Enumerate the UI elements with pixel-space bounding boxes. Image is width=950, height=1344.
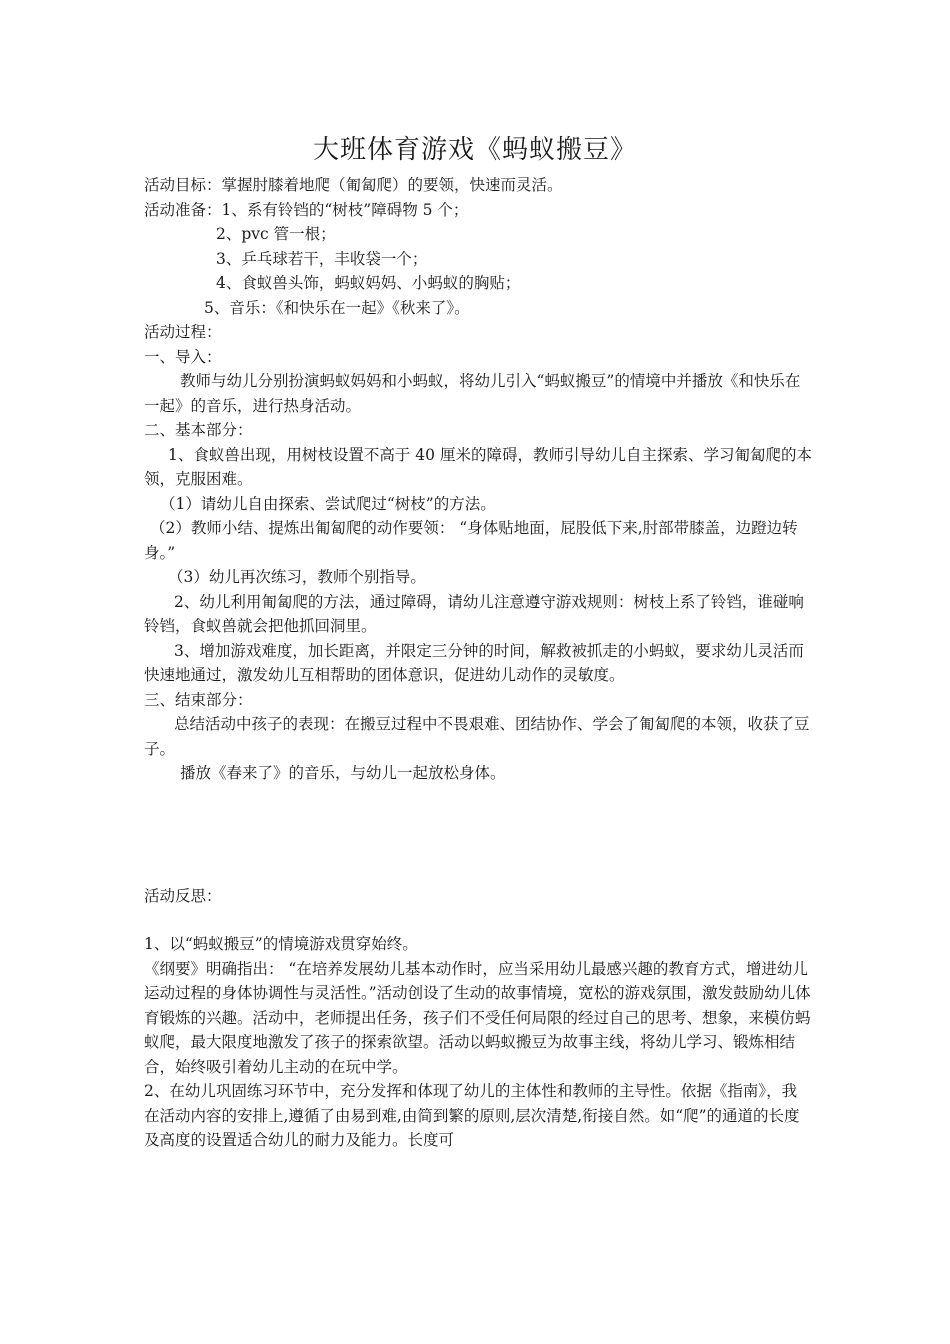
document-title: 大班体育游戏《蚂蚁搬豆》 bbox=[312, 135, 637, 165]
section-2-p1a: （1）请幼儿自由探索、尝试爬过“树枝”的方法。 bbox=[160, 494, 496, 513]
prep-item-2: 2、pvc 管一根； bbox=[216, 225, 336, 243]
prep-item-4: 4、食蚁兽头饰，蚂蚁妈妈、小蚂蚁的胸贴； bbox=[216, 274, 521, 292]
section-2-heading: 二、基本部分： bbox=[144, 421, 253, 439]
reflection-item-1-text: 《纲要》明确指出： “在培养发展幼儿基本动作时，应当采用幼儿最感兴趣的教育方式，增进幼儿运动过程的身体协调性与灵活性。”活动创设了生动的故事情境，宽松的游戏氛围，激发鼓励幼儿体育锻炼的兴趣。活动中，老师提出任务，孩子们不受任何局限的经过自己的思考、想象，来模仿蚂蚁爬，最大限度地激发了孩子的探索欲望。活动以蚂蚁搬豆为故事主线，将幼儿学习、锻炼相结合，始终吸引着幼儿主动的在玩中学。 bbox=[144, 959, 811, 1076]
activity-goal: 活动目标：掌握肘膝着地爬（匍匐爬）的要领，快速而灵活。 bbox=[144, 176, 563, 194]
section-1-text: 教师与幼儿分别扮演蚂蚁妈妈和小蚂蚁，将幼儿引入“蚂蚁搬豆”的情境中并播放《和快乐在一起》的音乐，进行热身活动。 bbox=[144, 372, 801, 415]
section-3-p2: 播放《春来了》的音乐，与幼儿一起放松身体。 bbox=[180, 764, 506, 782]
reflection-heading: 活动反思： bbox=[144, 886, 222, 905]
prep-item-5: 5、音乐：《和快乐在一起》《秋来了》。 bbox=[204, 298, 470, 317]
process-heading: 活动过程： bbox=[144, 323, 222, 341]
section-2-p1c: （3）幼儿再次练习，教师个别指导。 bbox=[168, 568, 426, 586]
section-3-p1: 总结活动中孩子的表现：在搬豆过程中不畏艰难、团结协作、学会了匍匐爬的本领，收获了豆子。 bbox=[144, 715, 810, 758]
prep-item-1: 活动准备：1、系有铃铛的“树枝”障碍物 5 个； bbox=[144, 200, 469, 219]
section-2-p2: 2、幼儿利用匍匐爬的方法，通过障碍，请幼儿注意遵守游戏规则：树枝上系了铃铛，谁碰响铃铛，食蚁兽就会把他抓回洞里。 bbox=[144, 592, 804, 635]
spacer bbox=[144, 786, 812, 884]
document-body bbox=[144, 173, 812, 1153]
spacer bbox=[144, 908, 812, 932]
section-2-p1b: （2）教师小结、提炼出匍匐爬的动作要领： “身体贴地面，屁股低下来,肘部带膝盖，边蹬边转身。” bbox=[144, 519, 798, 562]
section-2-p3: 3、增加游戏难度，加长距离，并限定三分钟的时间，解救被抓走的小蚂蚁，要求幼儿灵活而快速地通过，激发幼儿互相帮助的团体意识，促进幼儿动作的灵敏度。 bbox=[144, 641, 804, 684]
section-1-heading: 一、导入： bbox=[144, 347, 222, 366]
prep-item-3: 3、乒乓球若干，丰收袋一个； bbox=[216, 249, 428, 268]
reflection-item-2-text: 2、在幼儿巩固练习环节中，充分发挥和体现了幼儿的主体性和教师的主导性。依据《指南》，我在活动内容的安排上,遵循了由易到难,由简到繁的原则,层次清楚,衔接自然。如“爬”的通道的长度及高度的设置适合幼儿的耐力及能力。长度可 bbox=[144, 1082, 800, 1149]
section-2-p1: 1、食蚁兽出现，用树枝设置不高于 40 厘米的障碍，教师引导幼儿自主探索、学习匍匐爬的本领，克服困难。 bbox=[144, 445, 812, 488]
reflection-item-1: 1、以“蚂蚁搬豆”的情境游戏贯穿始终。 bbox=[144, 935, 418, 953]
section-3-heading: 三、结束部分： bbox=[144, 690, 253, 709]
